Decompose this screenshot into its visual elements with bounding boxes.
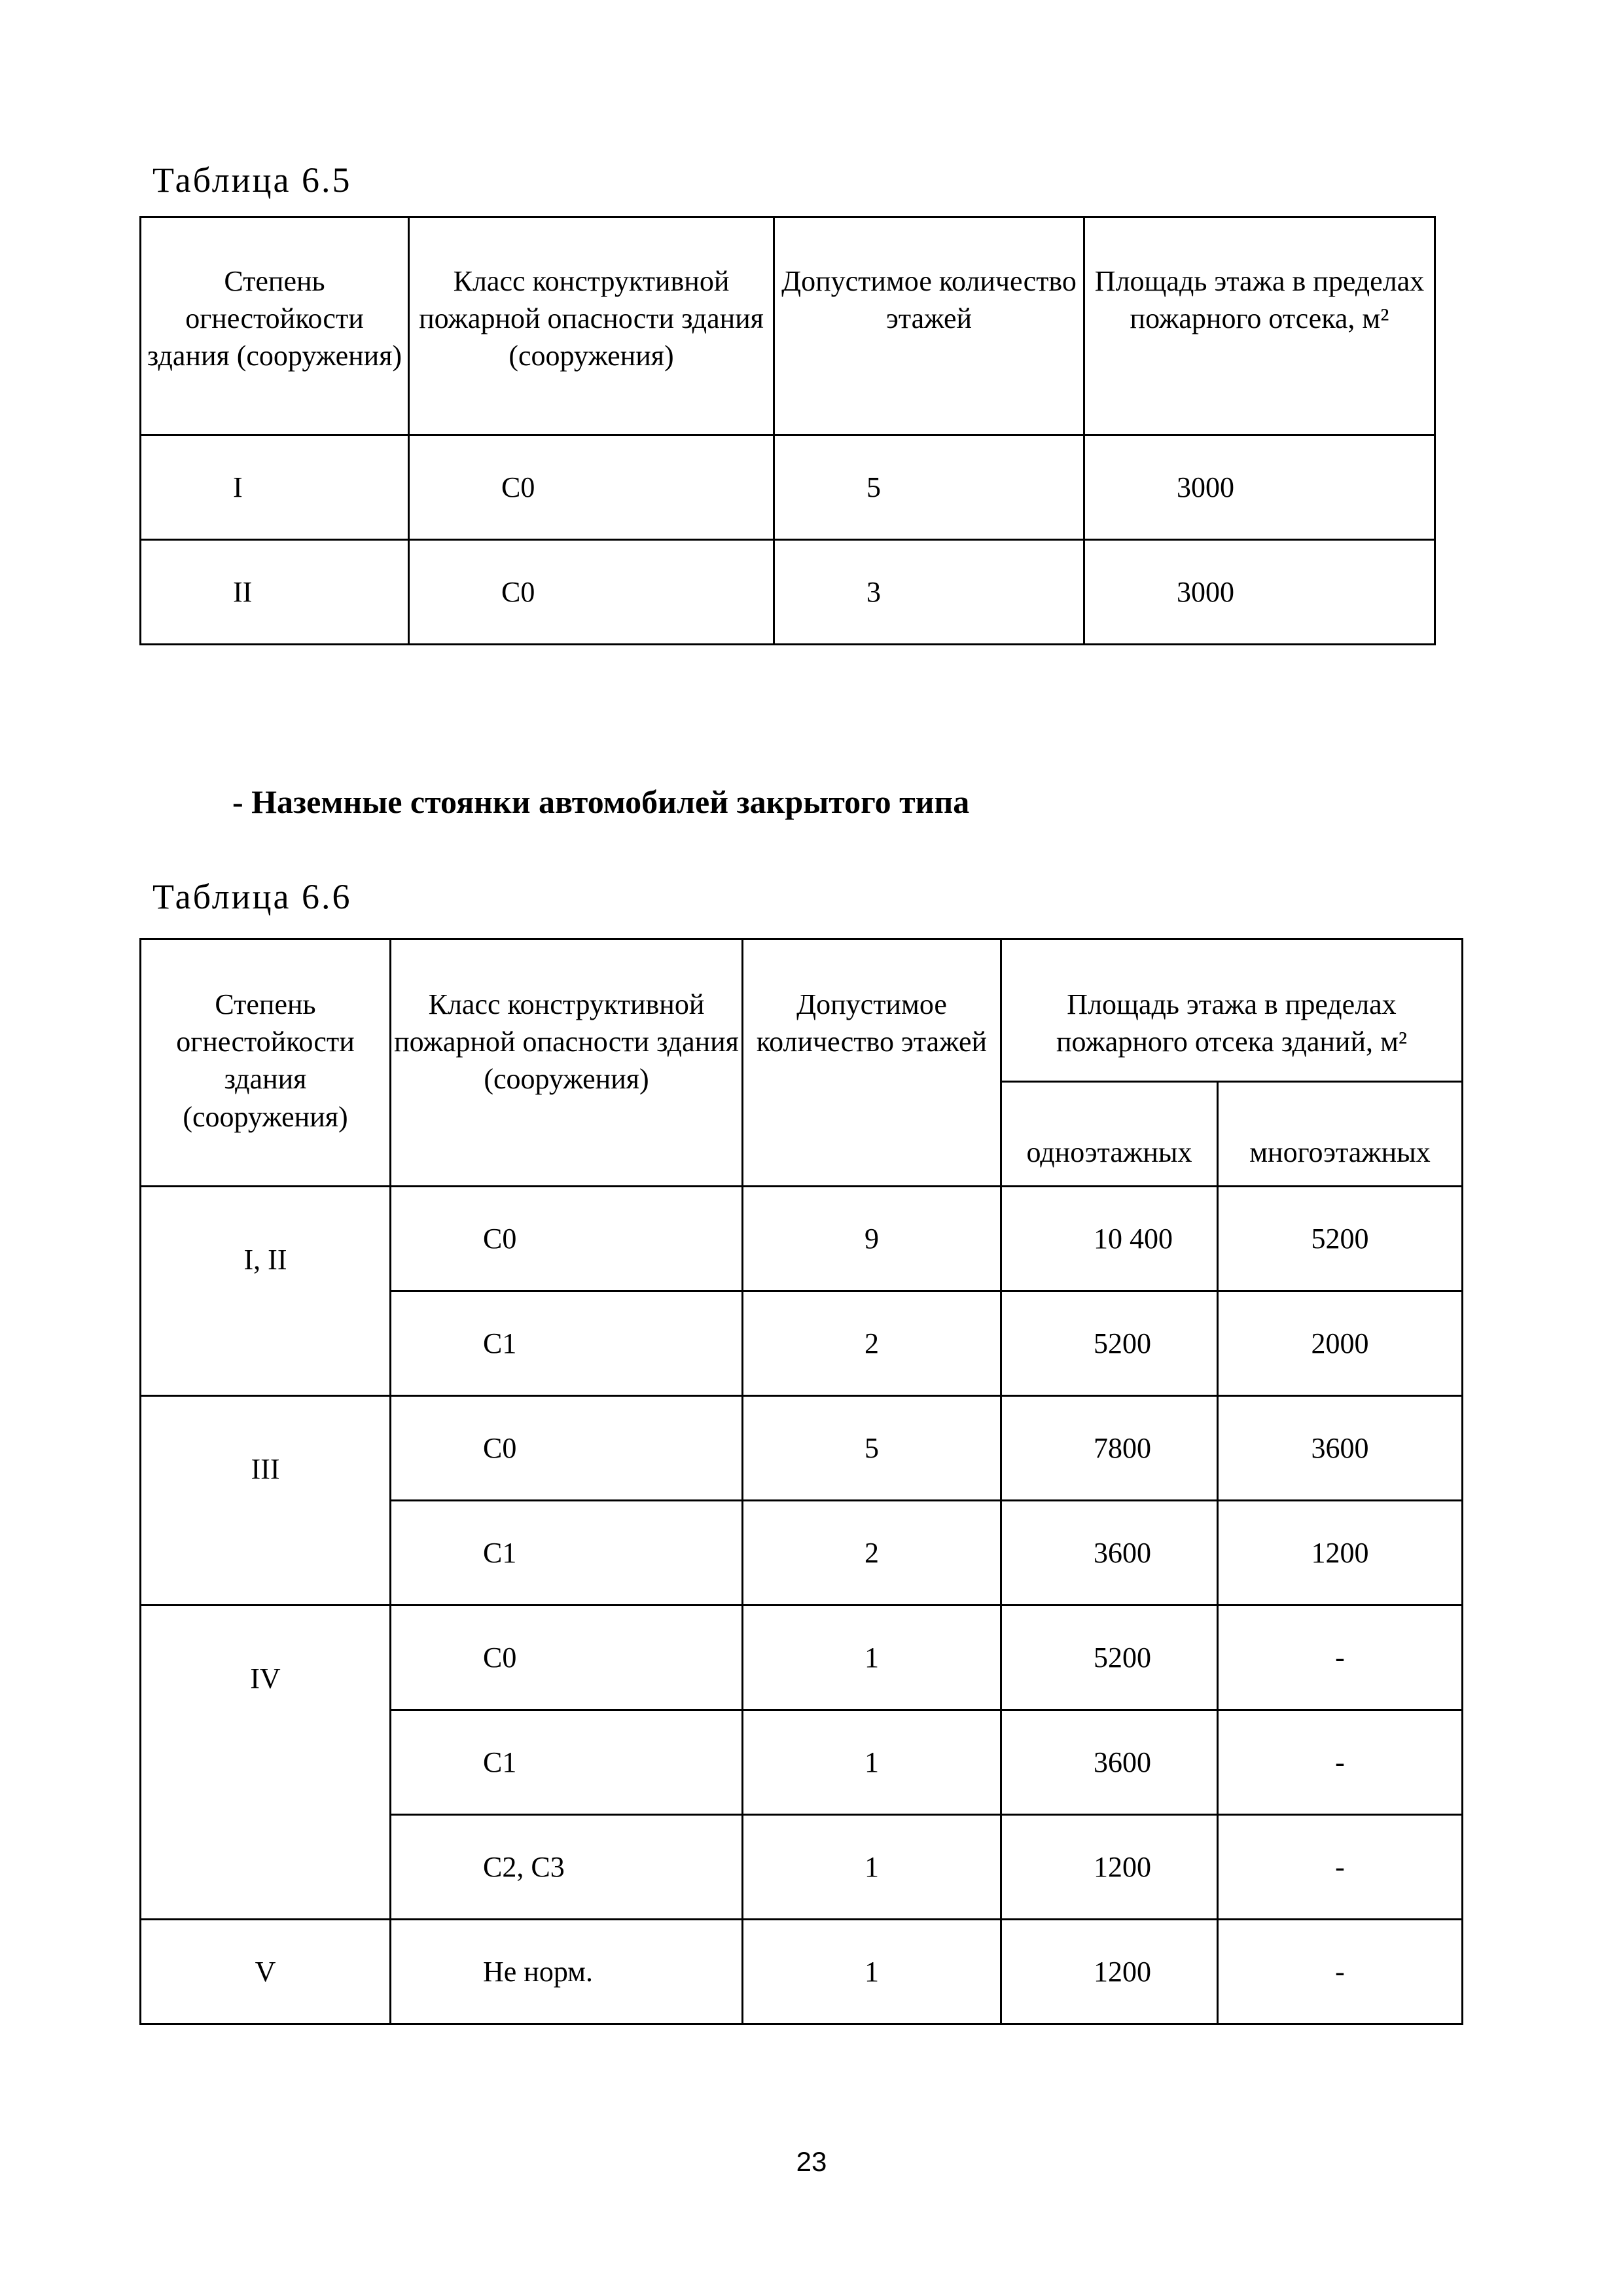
cell-floors: 9 bbox=[743, 1187, 1001, 1291]
cell-single: 3600 bbox=[1001, 1501, 1218, 1605]
cell-floors: 1 bbox=[743, 1920, 1001, 2024]
cell-single: 5200 bbox=[1001, 1291, 1218, 1396]
cell-single: 3600 bbox=[1001, 1710, 1218, 1815]
table-row bbox=[141, 1187, 1463, 1291]
header-class: Класс конструктивной пожарной опасности здания (сооружения) bbox=[391, 939, 743, 1187]
cell-degree: I, II bbox=[141, 1187, 391, 1396]
cell-degree: I bbox=[141, 435, 409, 540]
cell-floors: 1 bbox=[743, 1815, 1001, 1920]
cell-multi: - bbox=[1218, 1920, 1463, 2024]
cell-class: С0 bbox=[391, 1396, 743, 1501]
cell-area: 3000 bbox=[1084, 540, 1435, 645]
table-row bbox=[141, 1396, 1463, 1501]
cell-floors: 5 bbox=[743, 1396, 1001, 1501]
header-area: Площадь этажа в пределах пожарного отсека, м² bbox=[1084, 217, 1435, 435]
cell-multi: 3600 bbox=[1218, 1396, 1463, 1501]
cell-class: С1 bbox=[391, 1291, 743, 1396]
table-6-5-caption: Таблица 6.5 bbox=[152, 160, 352, 200]
page-number: 23 bbox=[796, 2146, 827, 2177]
table-6-6 bbox=[139, 938, 1463, 2025]
cell-single: 1200 bbox=[1001, 1815, 1218, 1920]
cell-floors: 2 bbox=[743, 1291, 1001, 1396]
table-6-5 bbox=[139, 216, 1436, 645]
cell-area: 3000 bbox=[1084, 435, 1435, 540]
cell-multi: 1200 bbox=[1218, 1501, 1463, 1605]
cell-floors: 5 bbox=[774, 435, 1084, 540]
table-header-row bbox=[141, 939, 1463, 1082]
cell-multi: 5200 bbox=[1218, 1187, 1463, 1291]
cell-degree: V bbox=[141, 1920, 391, 2024]
cell-degree: III bbox=[141, 1396, 391, 1605]
cell-single: 10 400 bbox=[1001, 1187, 1218, 1291]
cell-floors: 3 bbox=[774, 540, 1084, 645]
cell-class: С2, С3 bbox=[391, 1815, 743, 1920]
cell-multi: - bbox=[1218, 1815, 1463, 1920]
cell-single: 5200 bbox=[1001, 1605, 1218, 1710]
table-header-row bbox=[141, 217, 1435, 435]
cell-single: 7800 bbox=[1001, 1396, 1218, 1501]
cell-floors: 1 bbox=[743, 1605, 1001, 1710]
section-heading: - Наземные стоянки автомобилей закрытого типа bbox=[232, 783, 970, 820]
header-degree: Степень огнестойкости здания (сооружения) bbox=[141, 217, 409, 435]
cell-class: С0 bbox=[409, 540, 774, 645]
cell-class: Не норм. bbox=[391, 1920, 743, 2024]
cell-multi: - bbox=[1218, 1605, 1463, 1710]
cell-class: С0 bbox=[391, 1605, 743, 1710]
header-multi-storey: многоэтажных bbox=[1218, 1082, 1463, 1187]
table-row bbox=[141, 435, 1435, 540]
header-degree: Степень огнестойкости здания (сооружения) bbox=[141, 939, 391, 1187]
table-row bbox=[141, 540, 1435, 645]
header-class: Класс конструктивной пожарной опасности здания (сооружения) bbox=[409, 217, 774, 435]
cell-class: С1 bbox=[391, 1501, 743, 1605]
cell-class: С0 bbox=[391, 1187, 743, 1291]
cell-multi: 2000 bbox=[1218, 1291, 1463, 1396]
cell-degree: II bbox=[141, 540, 409, 645]
cell-class: С0 bbox=[409, 435, 774, 540]
table-row bbox=[141, 1605, 1463, 1710]
header-area: Площадь этажа в пределах пожарного отсека зданий, м² bbox=[1001, 939, 1463, 1082]
cell-floors: 2 bbox=[743, 1501, 1001, 1605]
header-floors: Допустимое количество этажей bbox=[743, 939, 1001, 1187]
cell-floors: 1 bbox=[743, 1710, 1001, 1815]
header-floors: Допустимое количество этажей bbox=[774, 217, 1084, 435]
table-row bbox=[141, 1920, 1463, 2024]
header-single-storey: одноэтажных bbox=[1001, 1082, 1218, 1187]
table-6-6-caption: Таблица 6.6 bbox=[152, 877, 352, 916]
cell-multi: - bbox=[1218, 1710, 1463, 1815]
cell-single: 1200 bbox=[1001, 1920, 1218, 2024]
cell-degree: IV bbox=[141, 1605, 391, 1920]
cell-class: С1 bbox=[391, 1710, 743, 1815]
